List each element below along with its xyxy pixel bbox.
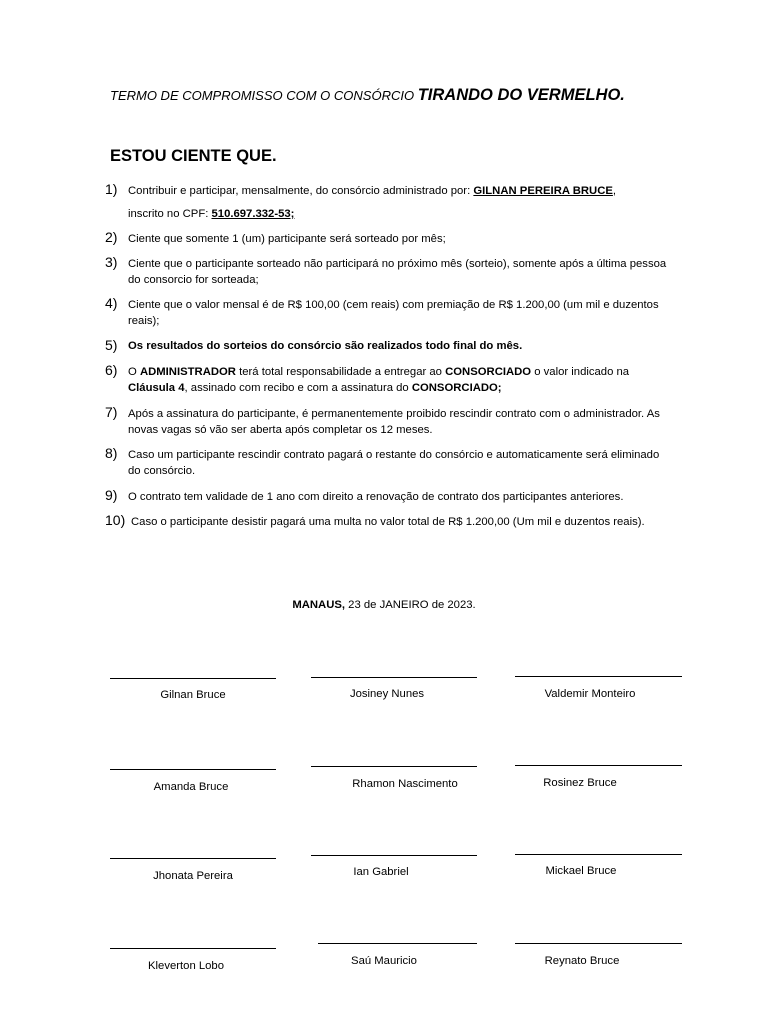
item-number: 5) xyxy=(105,337,118,353)
signature-line xyxy=(318,943,477,944)
signature-name: Rosinez Bruce xyxy=(543,777,617,789)
item-7: Após a assinatura do participante, é permanentemente proibido rescindir contrato com o administrador. As novas vagas só vão ser aberta após completar os 12 meses. xyxy=(128,408,660,436)
item-number: 8) xyxy=(105,445,118,461)
item-9: O contrato tem validade de 1 ano com direito a renovação de contrato dos participantes anteriores. xyxy=(128,491,624,503)
title-prefix: TERMO DE COMPROMISSO COM O CONSÓRCIO xyxy=(110,88,415,103)
signature-line xyxy=(110,678,276,679)
date-text: 23 de JANEIRO de 2023. xyxy=(345,599,476,611)
signature-name: Jhonata Pereira xyxy=(153,870,233,882)
signature-line xyxy=(110,858,276,859)
signature-name: Saú Mauricio xyxy=(351,955,417,967)
item-number: 10) xyxy=(105,512,126,528)
document-title xyxy=(110,86,625,105)
item-number: 6) xyxy=(105,362,118,378)
item-6-text: terá total responsabilidade a entregar ao xyxy=(235,366,446,378)
consorciado-label: CONSORCIADO xyxy=(445,366,532,378)
item-number: 9) xyxy=(105,487,118,503)
signature-line xyxy=(515,854,682,855)
item-1 xyxy=(128,183,668,199)
signature-line xyxy=(311,855,477,856)
signature-name: Ian Gabriel xyxy=(353,866,409,878)
item-6-text: O xyxy=(128,366,140,378)
signature-line xyxy=(110,948,276,949)
signature-line xyxy=(515,765,682,766)
signature-name: Kleverton Lobo xyxy=(148,960,224,972)
section-heading: ESTOU CIENTE QUE. xyxy=(110,147,277,165)
signature-line xyxy=(515,676,682,677)
date-line xyxy=(0,599,768,611)
signature-line xyxy=(311,677,477,678)
item-number: 1) xyxy=(105,181,118,197)
clause-ref: Cláusula 4 xyxy=(128,382,185,394)
cpf-label: inscrito no CPF: xyxy=(128,208,212,220)
signature-name: Amanda Bruce xyxy=(153,781,229,793)
signature-name: Gilnan Bruce xyxy=(160,689,226,701)
signature-name: Reynato Bruce xyxy=(544,955,620,967)
item-1-cpf-line xyxy=(128,206,668,222)
signature-line xyxy=(515,943,682,944)
item-2: Ciente que somente 1 (um) participante será sorteado por mês; xyxy=(128,233,446,245)
item-4: Ciente que o valor mensal é de R$ 100,00 (cem reais) com premiação de R$ 1.200,00 (um mil e duzentos reais); xyxy=(128,299,659,327)
signature-line xyxy=(311,766,477,767)
item-1-comma: , xyxy=(612,185,617,197)
signature-line xyxy=(110,769,276,770)
item-number: 2) xyxy=(105,229,118,245)
administrator-name: GILNAN PEREIRA BRUCE xyxy=(473,185,613,197)
signature-name: Valdemir Monteiro xyxy=(544,688,636,700)
item-6 xyxy=(128,364,668,396)
item-6-text: o valor indicado na xyxy=(531,366,630,378)
item-10: Caso o participante desistir pagará uma multa no valor total de R$ 1.200,00 (Um mil e duzentos reais). xyxy=(131,516,645,528)
signature-name: Rhamon Nascimento xyxy=(352,778,458,790)
title-name: TIRANDO DO VERMELHO. xyxy=(417,86,625,104)
city: MANAUS, xyxy=(292,599,346,611)
signature-name: Josiney Nunes xyxy=(349,688,425,700)
item-3: Ciente que o participante sorteado não participará no próximo mês (sorteio), somente após a última pessoa do consorcio for sorteada; xyxy=(128,258,667,286)
cpf-number: 510.697.332-53; xyxy=(211,208,295,220)
consorciado-label: CONSORCIADO; xyxy=(411,382,502,394)
item-number: 7) xyxy=(105,404,118,420)
item-8: Caso um participante rescindir contrato pagará o restante do consórcio e automaticamente será eliminado do consórcio. xyxy=(128,449,660,477)
signature-name: Mickael Bruce xyxy=(545,865,617,877)
item-1-text: Contribuir e participar, mensalmente, do consórcio administrado por: xyxy=(128,185,474,197)
administrator-label: ADMINISTRADOR xyxy=(139,366,236,378)
item-number: 4) xyxy=(105,295,118,311)
item-6-text: , assinado com recibo e com a assinatura do xyxy=(184,382,412,394)
item-number: 3) xyxy=(105,254,118,270)
item-5: Os resultados do sorteios do consórcio são realizados todo final do mês. xyxy=(128,340,523,352)
